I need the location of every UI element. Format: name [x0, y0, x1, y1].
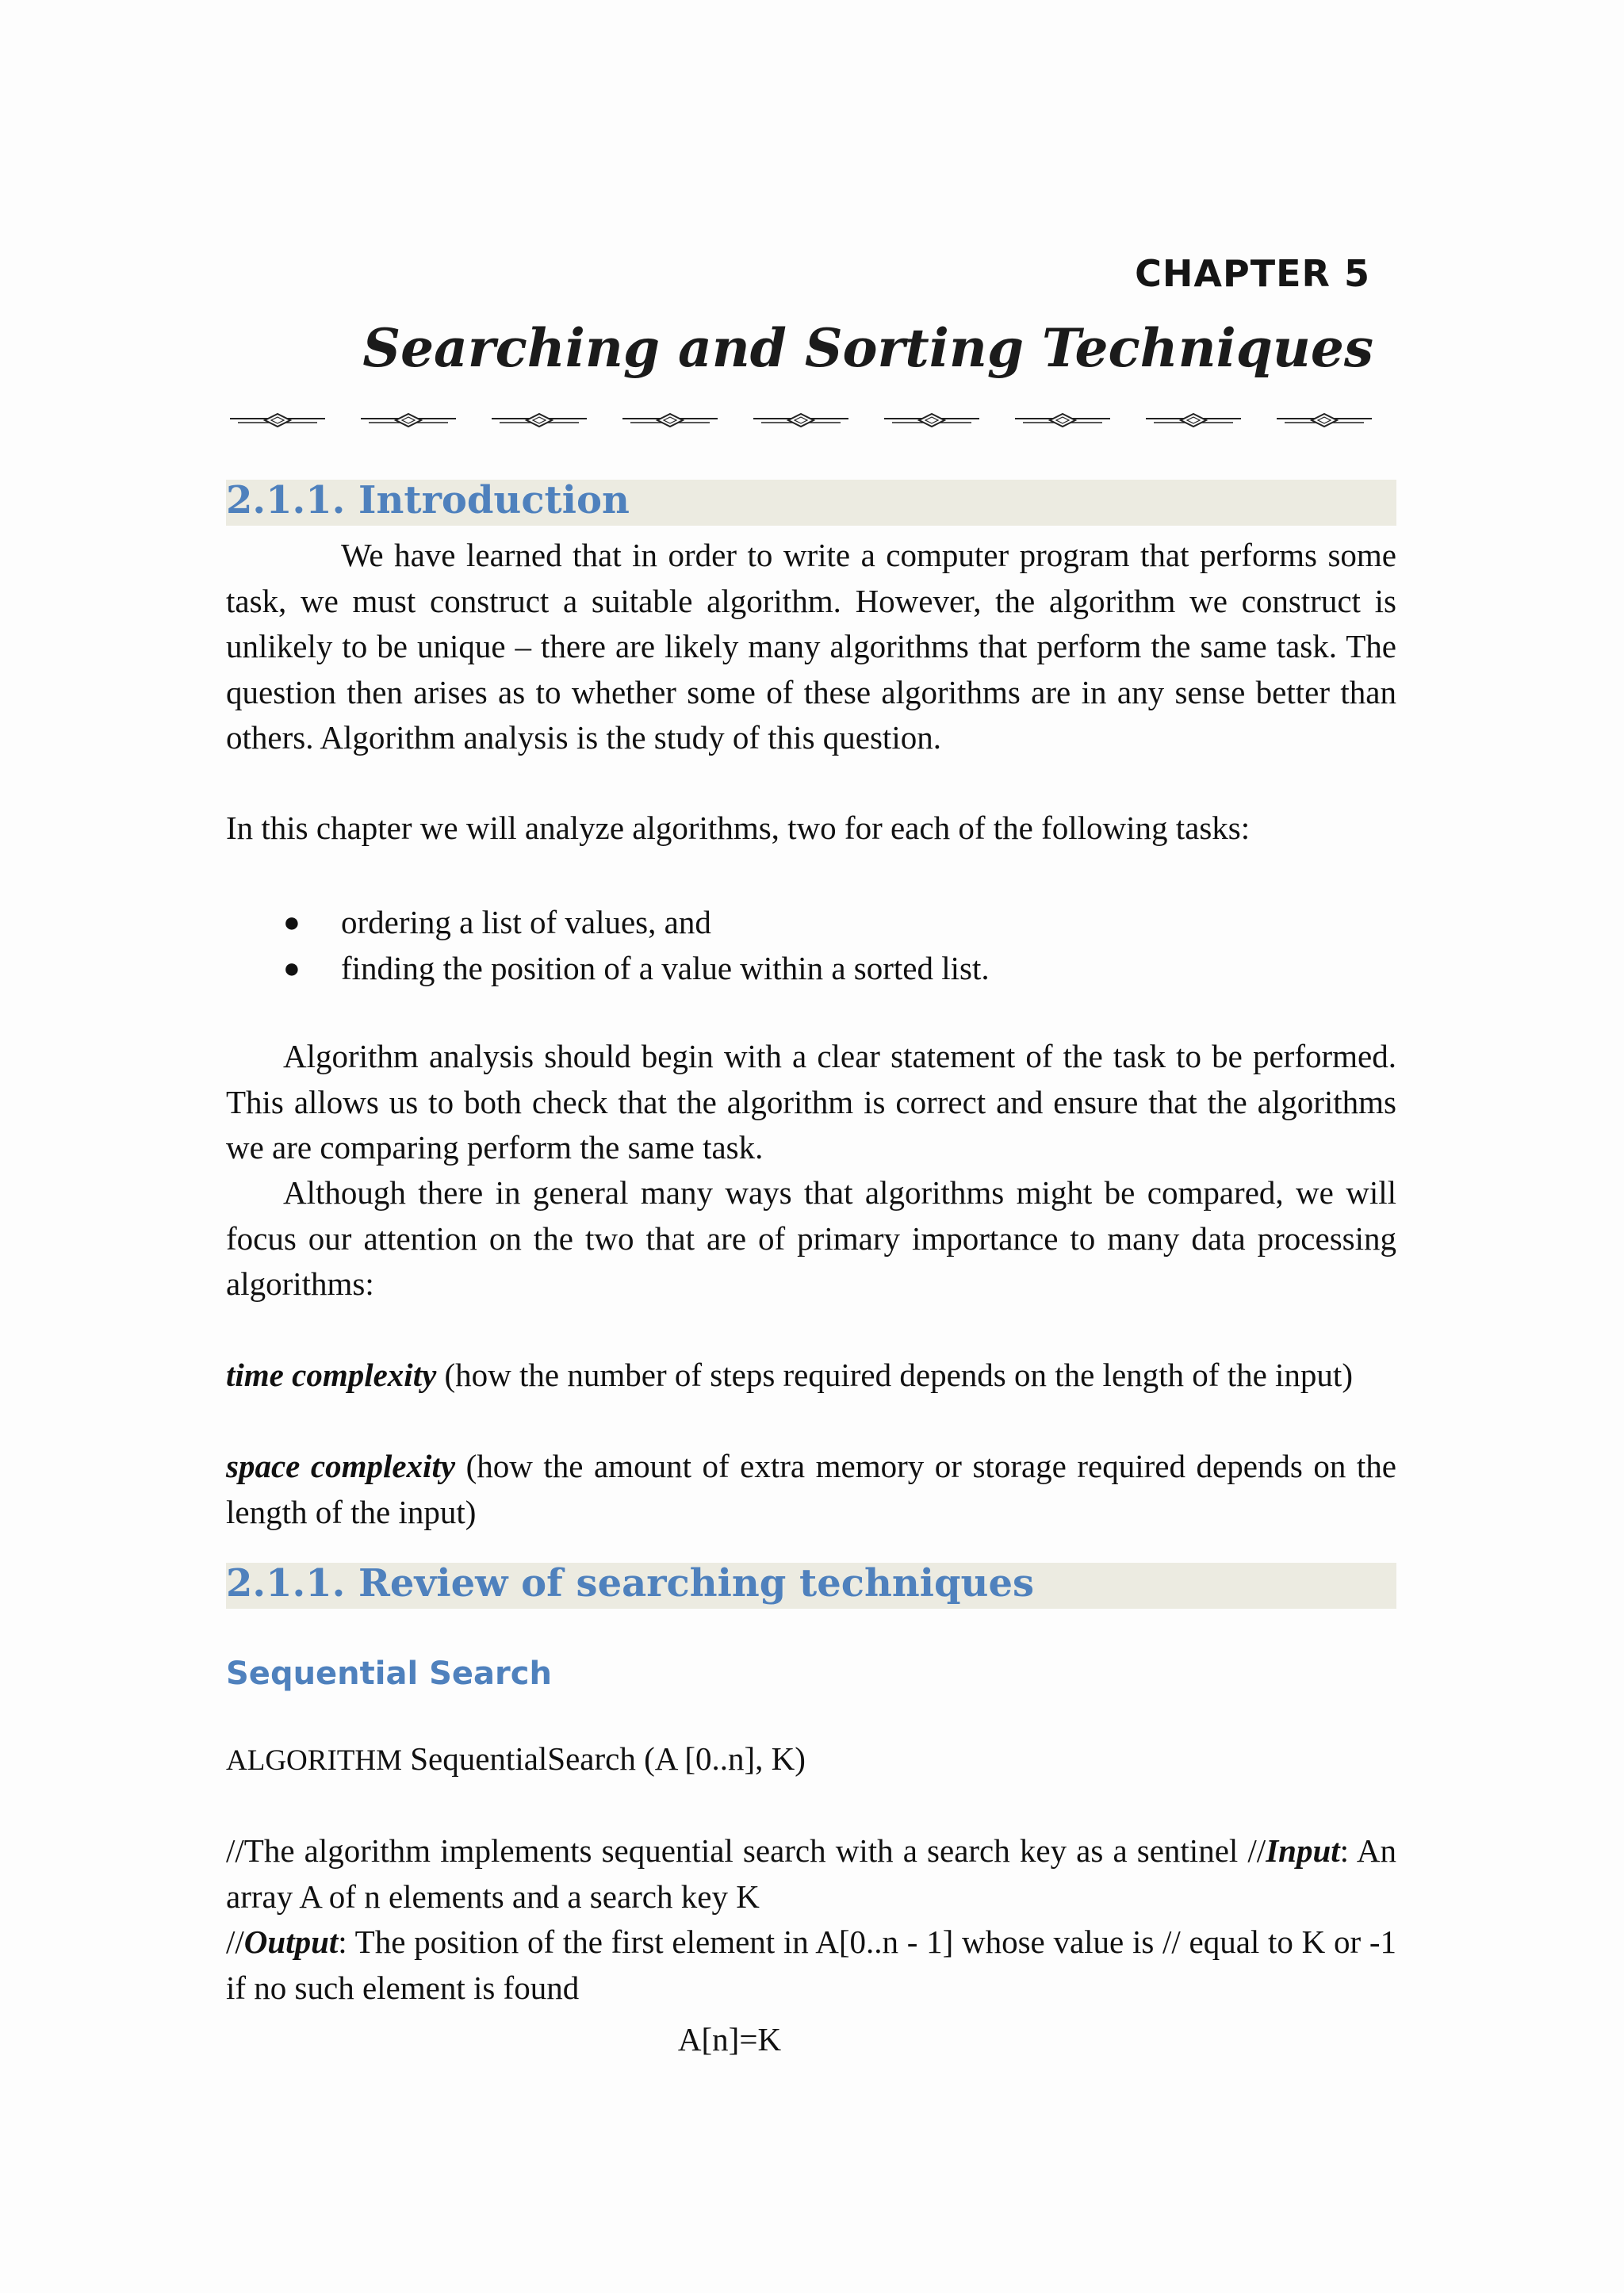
list-item: ● ordering a list of values, and: [226, 900, 1396, 946]
diamond-divider-icon: [1015, 409, 1110, 433]
algorithm-signature: SequentialSearch (A [0..n], K): [410, 1740, 806, 1777]
sequential-search-heading: Sequential Search: [226, 1656, 552, 1692]
output-prefix: //: [226, 1924, 244, 1960]
intro-paragraph: We have learned that in order to write a computer program that performs some task, we must construct a suitable algorithm. However, the algorithm we construct is unlikely to be unique – there are likely many algorithms that perform the same task. The question then arises as to whether some of these algorithms are in any sense better than others. Algorithm analysis is the study of this question.: [226, 537, 1396, 756]
input-label: Input: [1266, 1832, 1340, 1869]
section-heading-introduction: 2.1.1. Introduction: [226, 478, 630, 523]
diamond-divider-icon: [230, 409, 325, 433]
time-complexity-definition: [226, 1353, 1396, 1399]
diamond-divider-icon: [753, 409, 848, 433]
task-list: [226, 900, 1396, 991]
input-description: : An array A of n elements and a search key K: [226, 1832, 1396, 1915]
diamond-divider-icon: [361, 409, 456, 433]
output-label: Output: [243, 1924, 339, 1960]
lead-in-text: In this chapter we will analyze algorithms, two for each of the following tasks:: [226, 810, 1251, 846]
space-complexity-definition: [226, 1444, 1396, 1535]
chapter-title: Searching and Sorting Techniques: [362, 317, 1373, 379]
ornament-divider: [230, 409, 1388, 433]
diamond-divider-icon: [884, 409, 979, 433]
diamond-divider-icon: [1277, 409, 1372, 433]
algorithm-comment-block: [226, 1828, 1396, 2011]
bullet-icon: ●: [283, 906, 301, 938]
time-complexity-term: time complexity: [226, 1357, 437, 1393]
algorithm-keyword: ALGORITHM: [226, 1744, 402, 1777]
time-complexity-description: (how the number of steps required depends on the length of the input): [444, 1357, 1353, 1393]
output-description: : The position of the first element in A[0..n - 1] whose value is // equal to K or -1 if no such element is found: [226, 1924, 1396, 2006]
space-complexity-term: space complexity: [226, 1448, 456, 1484]
bullet-icon: ●: [283, 951, 301, 984]
diamond-divider-icon: [1146, 409, 1241, 433]
space-complexity-description: (how the amount of extra memory or storage required depends on the length of the input): [226, 1448, 1397, 1530]
chapter-label: CHAPTER 5: [1135, 252, 1370, 295]
list-item: ● finding the position of a value within a sorted list.: [226, 946, 1396, 992]
diamond-divider-icon: [492, 409, 587, 433]
algorithm-signature-line: [226, 1736, 1396, 1784]
focus-paragraph: Although there in general many ways that algorithms might be compared, we will focus our attention on the two that are of primary importance to many data processing algorithms:: [226, 1174, 1396, 1302]
algorithm-comment: //The algorithm implements sequential search with a search key as a sentinel //: [226, 1832, 1266, 1869]
section-heading-searching: 2.1.1. Review of searching techniques: [226, 1561, 1035, 1606]
diamond-divider-icon: [622, 409, 718, 433]
statement-paragraph: Algorithm analysis should begin with a clear statement of the task to be performed. This allows us to both check that the algorithm is correct and ensure that the algorithms we are comparing perform the same task.: [226, 1038, 1396, 1166]
code-line: A[n]=K: [677, 2021, 782, 2058]
